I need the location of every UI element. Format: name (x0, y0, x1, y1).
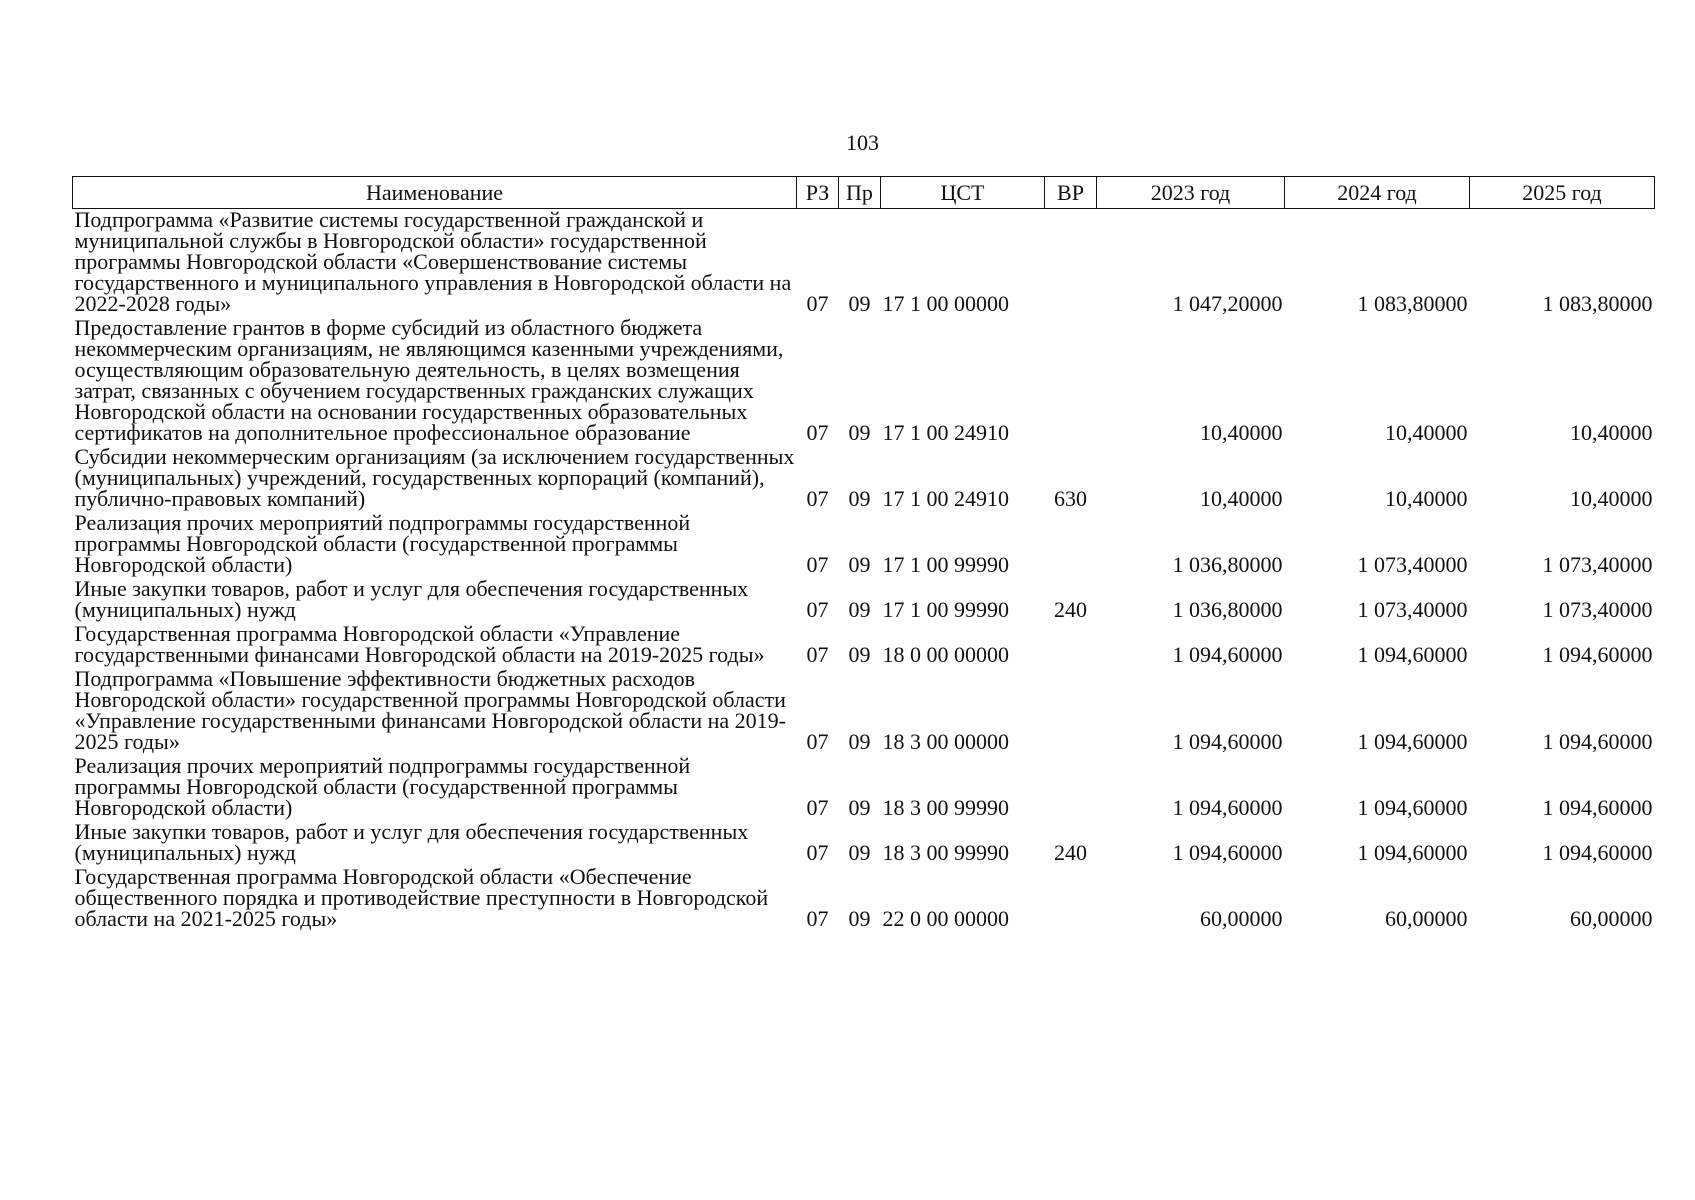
row-cst: 17 1 00 24910 (882, 486, 1009, 511)
table-row (73, 668, 1655, 755)
table-row (73, 209, 1655, 318)
row-cst: 17 1 00 99990 (882, 597, 1009, 622)
row-cst: 17 1 00 24910 (882, 420, 1009, 445)
row-2024: 60,00000 (1385, 906, 1468, 931)
row-2025: 1 094,60000 (1542, 729, 1653, 754)
row-2024: 1 083,80000 (1357, 291, 1468, 316)
row-vr (1045, 623, 1097, 668)
row-2023: 1 094,60000 (1172, 729, 1283, 754)
row-2023: 1 036,80000 (1172, 552, 1283, 577)
row-cst: 18 3 00 99990 (882, 795, 1009, 820)
row-rz: 07 (806, 642, 829, 667)
row-vr (1045, 317, 1097, 446)
row-vr (1045, 866, 1097, 932)
row-2024: 10,40000 (1385, 420, 1468, 445)
row-rz: 07 (806, 552, 829, 577)
row-name: Государственная программа Новгородской области «Управление государственными финансами Новгородской области на 2019-2025 годы» (74, 621, 765, 667)
row-pr: 09 (848, 420, 871, 445)
header-2023: 2023 год (1097, 177, 1285, 209)
header-2025: 2025 год (1470, 177, 1655, 209)
row-pr: 09 (848, 729, 871, 754)
row-pr: 09 (848, 642, 871, 667)
row-pr: 09 (848, 552, 871, 577)
row-vr: 240 (1054, 840, 1087, 865)
row-2023: 1 094,60000 (1172, 795, 1283, 820)
row-rz: 07 (806, 795, 829, 820)
row-2023: 1 094,60000 (1172, 642, 1283, 667)
budget-table (72, 176, 1655, 932)
row-2024: 1 073,40000 (1357, 552, 1468, 577)
row-pr: 09 (848, 906, 871, 931)
table-row (73, 821, 1655, 866)
row-2023: 10,40000 (1200, 486, 1283, 511)
table-row (73, 446, 1655, 512)
row-cst: 17 1 00 00000 (882, 291, 1009, 316)
row-2023: 60,00000 (1200, 906, 1283, 931)
row-name: Подпрограмма «Повышение эффективности бюджетных расходов Новгородской области» государственной программы Новгородской области «Управление государственными финансами Новгородской области на 2019-2025 годы» (74, 666, 786, 754)
row-rz: 07 (806, 729, 829, 754)
row-2024: 10,40000 (1385, 486, 1468, 511)
row-pr: 09 (848, 795, 871, 820)
table-row (73, 578, 1655, 623)
row-2024: 1 094,60000 (1357, 795, 1468, 820)
row-2025: 1 073,40000 (1542, 597, 1653, 622)
row-2024: 1 073,40000 (1357, 597, 1468, 622)
row-vr (1045, 512, 1097, 578)
row-2025: 1 094,60000 (1542, 642, 1653, 667)
row-name: Иные закупки товаров, работ и услуг для обеспечения государственных (муниципальных) нужд (74, 819, 749, 865)
row-rz: 07 (806, 486, 829, 511)
row-rz: 07 (806, 597, 829, 622)
row-pr: 09 (848, 597, 871, 622)
row-name: Государственная программа Новгородской области «Обеспечение общественного порядка и противодействие преступности в Новгородской области на 2021-2025 годы» (74, 864, 769, 931)
row-cst: 22 0 00 00000 (882, 906, 1009, 931)
row-vr: 240 (1054, 597, 1087, 622)
header-rz: РЗ (797, 177, 839, 209)
row-2024: 1 094,60000 (1357, 642, 1468, 667)
row-2025: 10,40000 (1570, 420, 1653, 445)
table-row (73, 866, 1655, 932)
row-cst: 17 1 00 99990 (882, 552, 1009, 577)
table-row (73, 317, 1655, 446)
row-cst: 18 3 00 00000 (882, 729, 1009, 754)
header-cst: ЦСТ (881, 177, 1045, 209)
row-2023: 1 047,20000 (1172, 291, 1283, 316)
row-2025: 1 083,80000 (1542, 291, 1653, 316)
header-vr: ВР (1045, 177, 1097, 209)
row-2025: 60,00000 (1570, 906, 1653, 931)
row-name: Субсидии некоммерческим организациям (за исключением государственных (муниципальных) учреждений, государственных корпораций (компаний), публично-правовых компаний) (74, 444, 795, 511)
row-rz: 07 (806, 906, 829, 931)
page-number: 103 (846, 130, 879, 155)
row-pr: 09 (848, 291, 871, 316)
row-2025: 1 094,60000 (1542, 840, 1653, 865)
row-rz: 07 (806, 291, 829, 316)
header-pr: Пр (839, 177, 881, 209)
row-2025: 1 094,60000 (1542, 795, 1653, 820)
row-rz: 07 (806, 420, 829, 445)
header-2024: 2024 год (1285, 177, 1470, 209)
row-2024: 1 094,60000 (1357, 729, 1468, 754)
header-name: Наименование (73, 177, 797, 209)
row-vr (1045, 209, 1097, 318)
row-2025: 1 073,40000 (1542, 552, 1653, 577)
table-row (73, 623, 1655, 668)
row-pr: 09 (848, 840, 871, 865)
row-name: Предоставление грантов в форме субсидий из областного бюджета некоммерческим организациям, не являющимся казенными учреждениями, осуществляющим образовательную деятельность, в целях возмещения затрат, связанных с обучением государственных гражданских служащих Новгородской области на основании государственных образовательных сертификатов на дополнительное профессиональное образование (74, 315, 784, 445)
row-2025: 10,40000 (1570, 486, 1653, 511)
row-pr: 09 (848, 486, 871, 511)
row-vr (1045, 755, 1097, 821)
table-header-row (73, 177, 1655, 209)
row-name: Реализация прочих мероприятий подпрограммы государственной программы Новгородской области (государственной программы Новгородской области) (74, 753, 691, 820)
row-cst: 18 0 00 00000 (882, 642, 1009, 667)
row-2023: 1 094,60000 (1172, 840, 1283, 865)
table-row (73, 755, 1655, 821)
row-cst: 18 3 00 99990 (882, 840, 1009, 865)
row-vr (1045, 668, 1097, 755)
row-name: Подпрограмма «Развитие системы государственной гражданской и муниципальной службы в Новгородской области» государственной программы Новгородской области «Совершенствование системы государственного и муниципального управления в Новгородской области на 2022-2028 годы» (74, 207, 792, 316)
row-2024: 1 094,60000 (1357, 840, 1468, 865)
row-name: Реализация прочих мероприятий подпрограммы государственной программы Новгородской области (государственной программы Новгородской области) (74, 510, 691, 577)
row-2023: 1 036,80000 (1172, 597, 1283, 622)
row-2023: 10,40000 (1200, 420, 1283, 445)
row-name: Иные закупки товаров, работ и услуг для обеспечения государственных (муниципальных) нужд (74, 576, 749, 622)
table-row (73, 512, 1655, 578)
row-vr: 630 (1054, 486, 1087, 511)
row-rz: 07 (806, 840, 829, 865)
